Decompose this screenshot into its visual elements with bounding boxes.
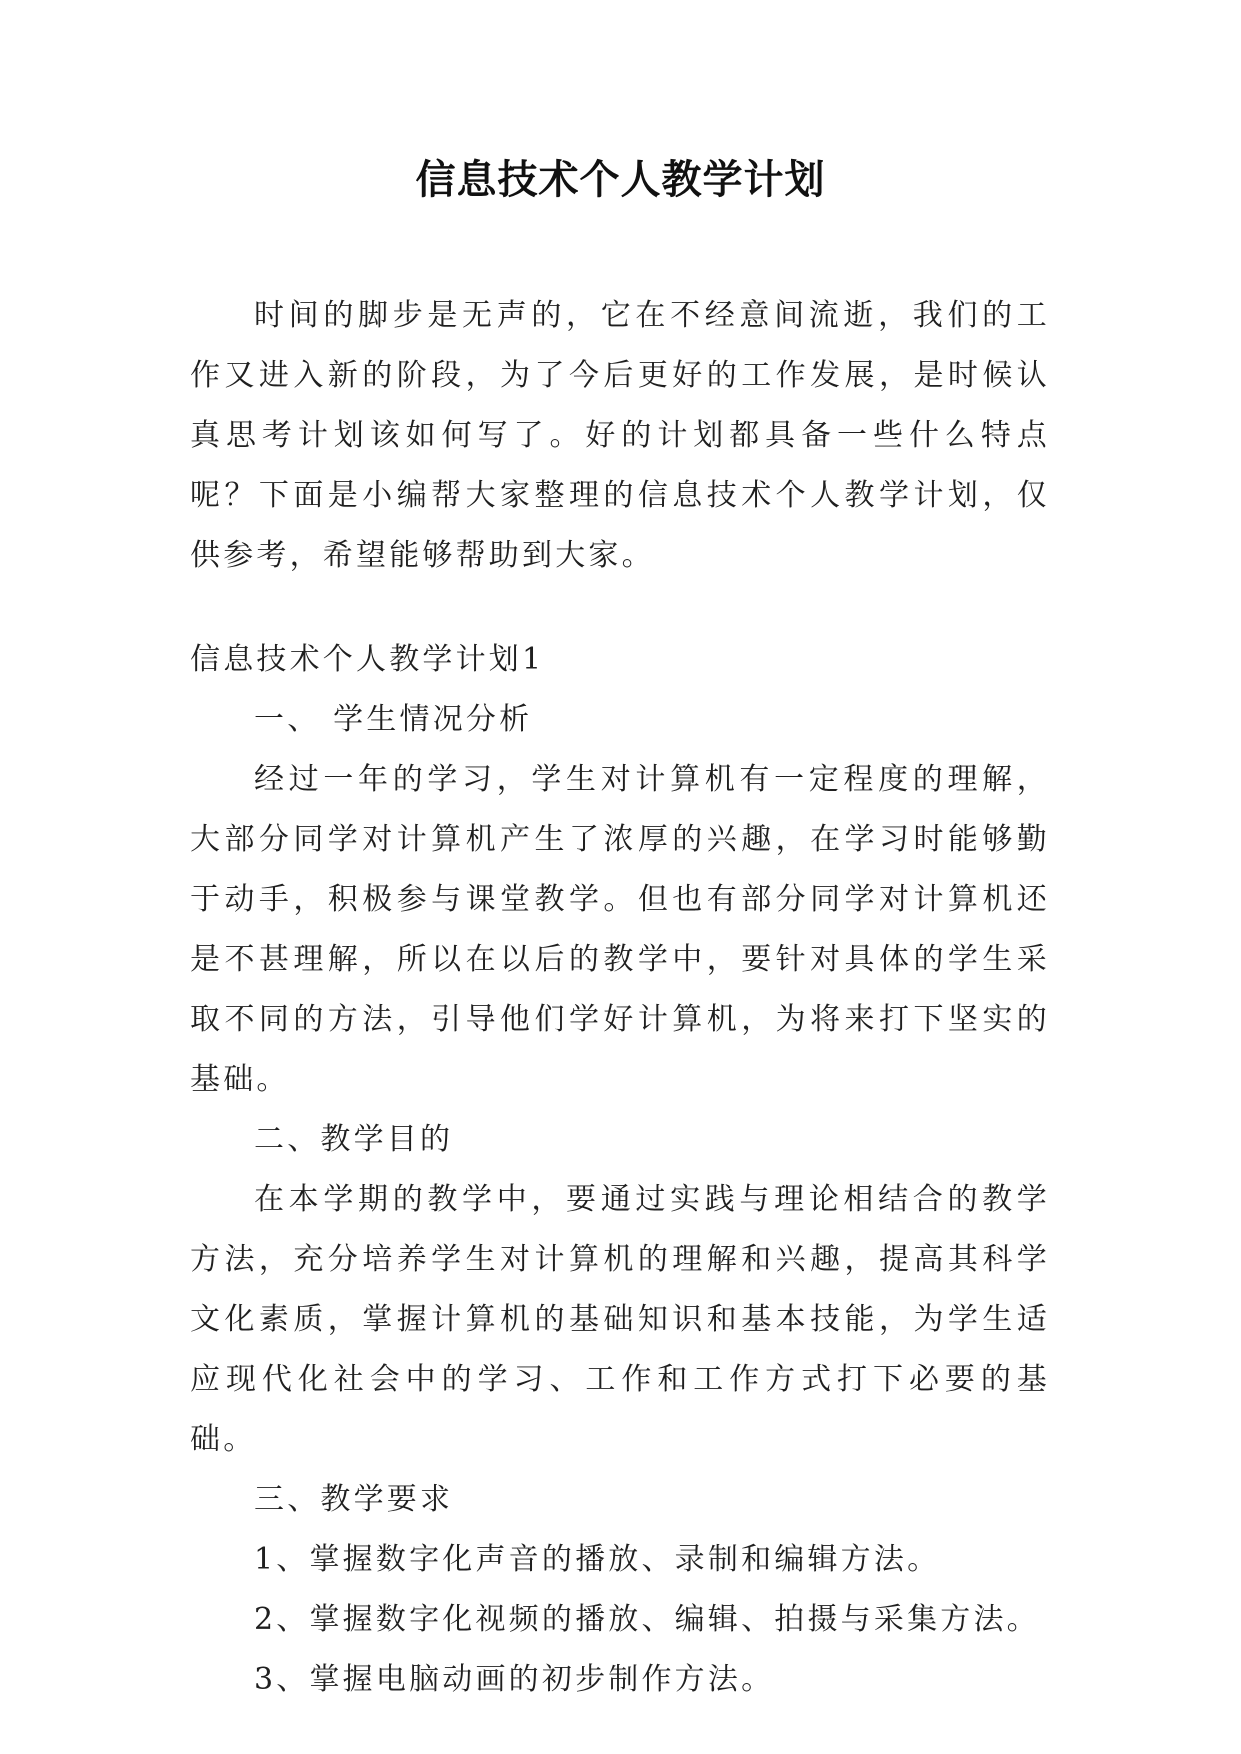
section-title: 信息技术个人教学计划1 — [190, 642, 545, 677]
requirement-item-3: 3、掌握电脑动画的初步制作方法。 — [254, 1662, 775, 1697]
part1-paragraph: 经过一年的学习，学生对计算机有一定程度的理解，大部分同学对计算机产生了浓厚的兴趣，在学习时能够勤于动手，积极参与课堂教学。但也有部分同学对计算机还是不甚理解，所以在以后的教学中，要针对具体的学生采取不同的方法，引导他们学好计算机，为将来打下坚实的基础。 — [190, 762, 1050, 1097]
part2-heading: 二、教学目的 — [254, 1122, 454, 1157]
intro-paragraph: 时间的脚步是无声的，它在不经意间流逝，我们的工作又进入新的阶段，为了今后更好的工作发展，是时候认真思考计划该如何写了。好的计划都具备一些什么特点呢？下面是小编帮大家整理的信息技术个人教学计划，仅供参考，希望能够帮助到大家。 — [190, 298, 1050, 573]
part1-heading: 一、 学生情况分析 — [254, 702, 533, 737]
plan-body — [190, 630, 1050, 1710]
requirement-item-2: 2、掌握数字化视频的播放、编辑、拍摄与采集方法。 — [254, 1602, 1040, 1637]
part2-paragraph: 在本学期的教学中，要通过实践与理论相结合的教学方法，充分培养学生对计算机的理解和兴趣，提高其科学文化素质，掌握计算机的基础知识和基本技能，为学生适应现代化社会中的学习、工作和工作方式打下必要的基础。 — [190, 1182, 1050, 1457]
part3-heading: 三、教学要求 — [254, 1482, 454, 1517]
document-title: 信息技术个人教学计划 — [415, 157, 826, 203]
requirement-item-1: 1、掌握数字化声音的播放、录制和编辑方法。 — [254, 1542, 941, 1577]
